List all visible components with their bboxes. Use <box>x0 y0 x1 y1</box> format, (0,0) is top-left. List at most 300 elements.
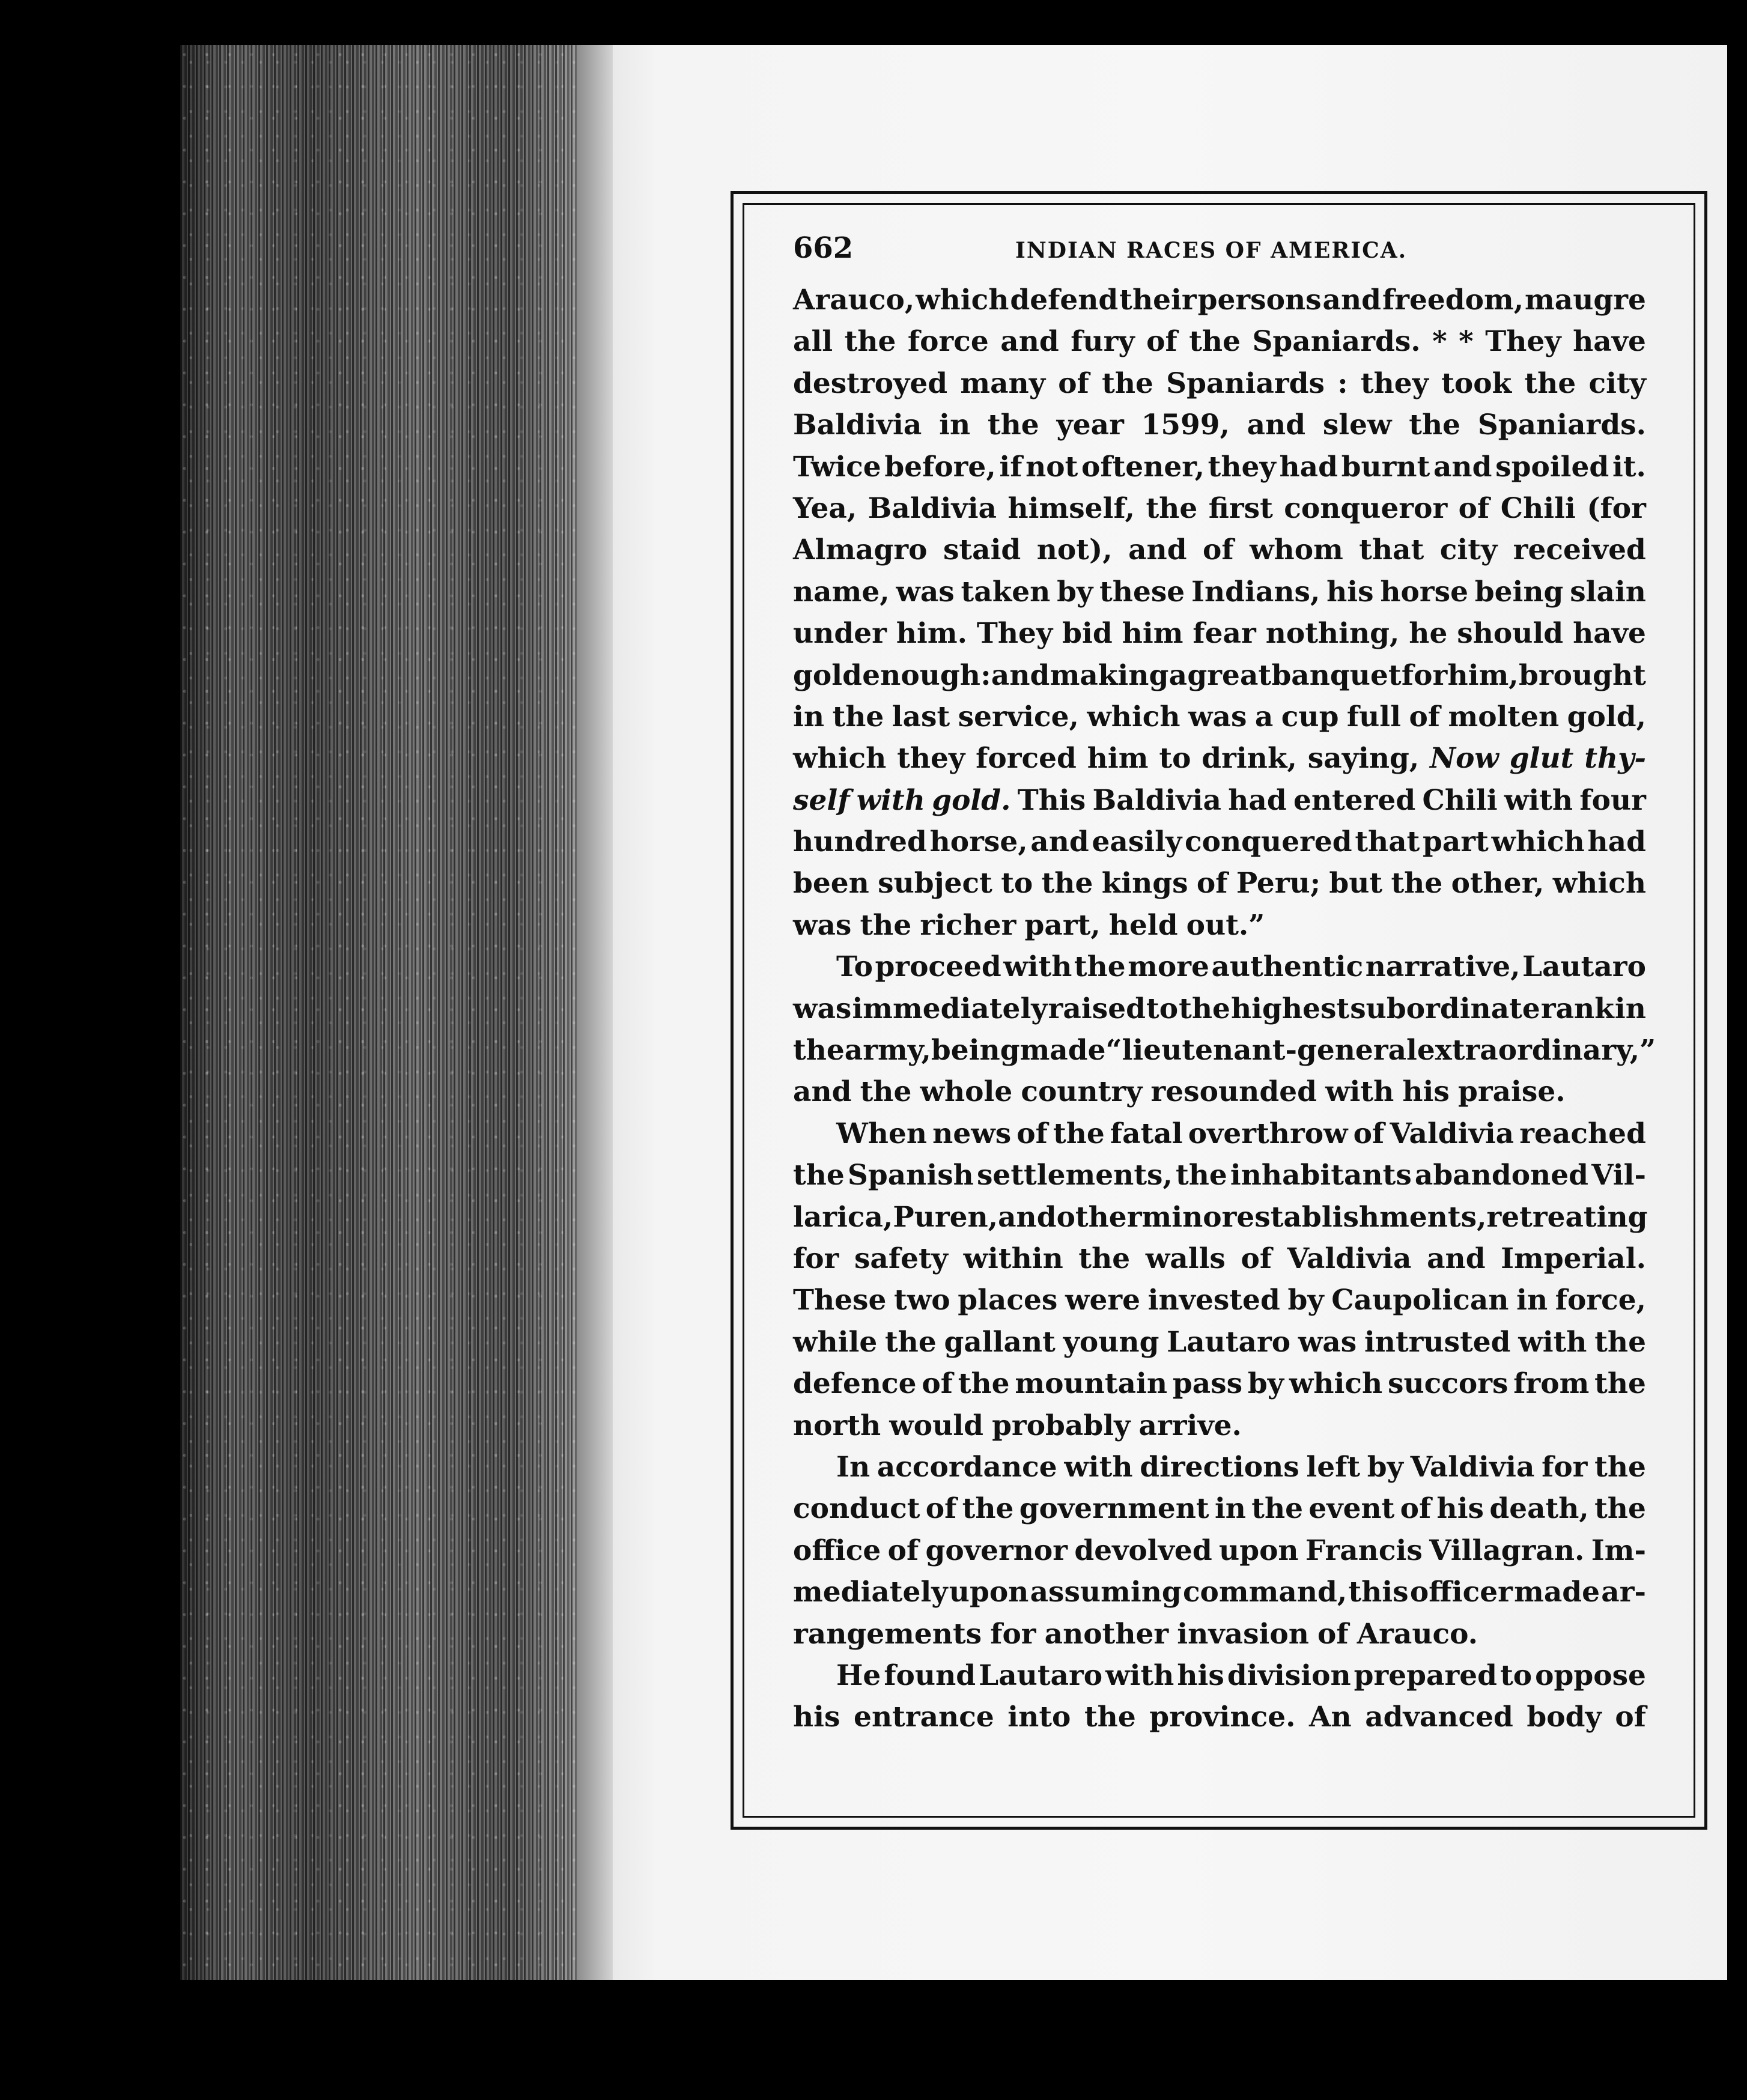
word: before, <box>884 450 996 484</box>
word: * <box>1459 325 1474 359</box>
text-line <box>793 446 1646 488</box>
word: devolved <box>1074 1534 1212 1567</box>
word: received <box>1513 533 1646 567</box>
word: north <box>793 1409 881 1442</box>
word: slew <box>1322 408 1392 442</box>
text-line <box>793 529 1646 571</box>
word: while <box>793 1325 878 1359</box>
word: Twice <box>793 450 881 484</box>
word: force, <box>1555 1284 1646 1317</box>
word: invested <box>1147 1284 1280 1317</box>
word: government <box>1019 1492 1209 1526</box>
word: authentic <box>1211 950 1364 984</box>
word: and <box>1247 408 1306 442</box>
text-line <box>793 1197 1646 1238</box>
word: fury <box>1071 325 1135 359</box>
word: name, <box>793 575 890 608</box>
word: had <box>1587 825 1646 859</box>
word: To <box>836 950 873 984</box>
word: In <box>836 1450 870 1484</box>
word: of <box>1409 700 1441 733</box>
word: which <box>1087 700 1180 733</box>
word: of <box>1196 867 1228 900</box>
word: young <box>1063 1325 1159 1359</box>
word: nothing, <box>1265 617 1400 651</box>
word: the <box>1078 1242 1131 1275</box>
word: Imperial. <box>1501 1242 1646 1275</box>
word: highest <box>1231 992 1350 1025</box>
word: a <box>1254 700 1274 733</box>
word: from <box>1513 1367 1590 1401</box>
word: himself, <box>1007 491 1135 525</box>
text-line <box>793 1238 1646 1279</box>
word: his <box>793 1701 840 1734</box>
word: under <box>793 617 887 651</box>
word: in <box>1614 992 1646 1025</box>
text-line <box>793 279 1646 321</box>
text-block <box>793 231 1656 1738</box>
word: burnt <box>1341 450 1430 484</box>
word: and <box>1433 450 1492 484</box>
word: of <box>1317 1617 1349 1651</box>
word: whom <box>1250 533 1343 567</box>
word: Now <box>1430 742 1499 775</box>
word: in <box>1214 1492 1246 1526</box>
word: first <box>1208 491 1273 525</box>
word: thy- <box>1584 742 1646 775</box>
word: of <box>1203 533 1234 567</box>
word: city <box>1439 533 1498 567</box>
word: him <box>1087 742 1149 775</box>
word: of <box>887 1534 919 1567</box>
word: Spaniards <box>1166 366 1325 400</box>
word: the <box>1041 867 1093 900</box>
text-line <box>793 1613 1646 1655</box>
word: Valdivia <box>1410 1450 1535 1484</box>
word: This <box>1017 783 1086 817</box>
word: and <box>1322 284 1382 317</box>
word: city <box>1588 366 1646 400</box>
word: took <box>1441 366 1512 400</box>
text-line <box>793 1155 1646 1196</box>
text-line <box>793 1405 1646 1446</box>
word: for <box>990 1617 1036 1651</box>
word: by <box>1287 1284 1324 1317</box>
word: retreating <box>1486 1200 1648 1234</box>
word: was <box>793 908 852 942</box>
word: immediately <box>852 992 1048 1025</box>
text-line <box>793 905 1646 946</box>
word: Lautaro <box>1522 950 1646 984</box>
word: mediately <box>793 1576 948 1609</box>
word: upon <box>949 1576 1029 1609</box>
word: Chili <box>1422 783 1498 817</box>
word: Puren, <box>893 1200 998 1234</box>
word: He <box>836 1658 881 1692</box>
running-title: INDIAN RACES OF AMERICA. <box>1015 238 1408 263</box>
word: into <box>1007 1701 1071 1734</box>
word: They <box>1485 325 1561 359</box>
word: more <box>1128 950 1209 984</box>
text-line <box>793 1363 1646 1404</box>
word: by <box>1057 575 1093 608</box>
word: of <box>1458 491 1490 525</box>
word: 1599, <box>1141 408 1230 442</box>
word: not), <box>1036 533 1113 567</box>
word: the <box>1594 1367 1646 1401</box>
word: narrative, <box>1365 950 1521 984</box>
word: another <box>1044 1617 1169 1651</box>
word: richer <box>920 908 1016 942</box>
word: “ <box>1105 1034 1122 1067</box>
word: fear <box>1193 617 1256 651</box>
word: held <box>1108 908 1178 942</box>
word: These <box>793 1284 887 1317</box>
word: the <box>832 700 884 733</box>
word: being <box>931 1034 1020 1067</box>
text-line <box>793 1571 1646 1613</box>
word: walls <box>1145 1242 1226 1275</box>
word: with <box>1064 1450 1133 1484</box>
word: Baldivia <box>867 491 997 525</box>
word: have <box>1573 325 1646 359</box>
word: the <box>1175 1159 1227 1192</box>
word: the <box>1594 1492 1646 1526</box>
word: Valdivia <box>1287 1242 1412 1275</box>
word: with <box>1325 1075 1394 1109</box>
text-line <box>793 1322 1646 1363</box>
word: the <box>884 1325 937 1359</box>
word: year <box>1056 408 1124 442</box>
word: pass <box>1172 1367 1243 1401</box>
word: Peru; <box>1236 867 1321 900</box>
word: Spaniards. <box>1252 325 1421 359</box>
word: assuming <box>1030 1576 1182 1609</box>
word: enough <box>862 658 980 692</box>
word: part <box>1423 825 1489 859</box>
gutter-shadow <box>577 45 613 1980</box>
word: Im- <box>1591 1534 1646 1567</box>
word: him. <box>896 617 967 651</box>
word: officer <box>1409 1576 1513 1609</box>
word: Indians, <box>1191 575 1320 608</box>
word: horse <box>1380 575 1468 608</box>
word: horse, <box>929 825 1028 859</box>
word: that <box>1359 533 1424 567</box>
body-text <box>793 279 1656 1738</box>
word: been <box>793 867 869 900</box>
word: event <box>1308 1492 1395 1526</box>
word: but <box>1329 867 1383 900</box>
word: of <box>1400 1492 1432 1526</box>
word: two <box>894 1284 950 1317</box>
word: it. <box>1612 450 1646 484</box>
word: advanced <box>1365 1701 1513 1734</box>
word: and <box>1030 825 1089 859</box>
word: probably <box>992 1409 1131 1442</box>
word: gold <box>793 658 862 692</box>
word: by <box>1247 1367 1284 1401</box>
word: prepared <box>1354 1658 1498 1692</box>
word: was <box>1188 700 1247 733</box>
word: that <box>1355 825 1420 859</box>
word: succors <box>1388 1367 1508 1401</box>
word: the <box>1251 1492 1304 1526</box>
word: Spanish <box>847 1159 974 1192</box>
word: resounded <box>1150 1075 1317 1109</box>
word: of <box>1058 366 1089 400</box>
word: gallant <box>944 1325 1056 1359</box>
word: should <box>1457 617 1564 651</box>
text-line <box>793 1655 1646 1696</box>
word: part, <box>1024 908 1101 942</box>
word: gold. <box>932 783 1011 817</box>
word: were <box>1065 1284 1141 1317</box>
word: brought <box>1518 658 1646 692</box>
word: spoiled <box>1495 450 1609 484</box>
word: their <box>1119 284 1197 317</box>
word: fatal <box>1110 1117 1183 1150</box>
text-line <box>793 821 1646 863</box>
word: directions <box>1140 1450 1299 1484</box>
word: his <box>1177 1658 1224 1692</box>
word: whole <box>920 1075 1013 1109</box>
word: They <box>976 617 1053 651</box>
word: inhabitants <box>1230 1159 1412 1192</box>
word: was <box>1298 1325 1357 1359</box>
word: great <box>1187 658 1272 692</box>
word: arrive. <box>1138 1409 1242 1442</box>
word: with <box>1105 1658 1174 1692</box>
word: drink, <box>1202 742 1297 775</box>
word: in <box>939 408 971 442</box>
word: in <box>1516 1284 1548 1317</box>
word: invasion <box>1177 1617 1309 1651</box>
word: to <box>1159 742 1191 775</box>
word: Baldivia <box>793 408 922 442</box>
word: gold, <box>1567 700 1646 733</box>
text-line <box>793 1446 1646 1488</box>
word: body <box>1527 1701 1602 1734</box>
word: the <box>1084 1701 1136 1734</box>
word: the <box>1074 950 1126 984</box>
word: ar- <box>1601 1576 1646 1609</box>
word: Baldivia <box>1092 783 1221 817</box>
word: last <box>892 700 950 733</box>
word: the <box>1179 992 1230 1025</box>
word: with <box>856 783 925 817</box>
word: and <box>793 1075 852 1109</box>
word: to <box>1001 867 1033 900</box>
word: which <box>916 284 1009 317</box>
word: country <box>1021 1075 1143 1109</box>
word: Spaniards. <box>1477 408 1646 442</box>
word: left <box>1306 1450 1361 1484</box>
running-head <box>793 231 1646 279</box>
word: which <box>1491 825 1585 859</box>
word: rangements <box>793 1617 982 1651</box>
word: and <box>998 1200 1057 1234</box>
word: accordance <box>877 1450 1057 1484</box>
word: the <box>1594 1325 1646 1359</box>
word: overthrow <box>1188 1117 1348 1150</box>
word: the <box>1146 491 1198 525</box>
word: these <box>1099 575 1185 608</box>
word: glut <box>1509 742 1574 775</box>
word: conduct <box>793 1492 920 1526</box>
word: the <box>1053 1117 1105 1150</box>
word: was <box>793 992 852 1025</box>
word: death, <box>1489 1492 1589 1526</box>
word: easily <box>1092 825 1182 859</box>
word: freedom, <box>1382 284 1524 317</box>
word: had <box>1279 450 1338 484</box>
word: * <box>1432 325 1447 359</box>
word: four <box>1579 783 1646 817</box>
word: Chili <box>1500 491 1576 525</box>
word: of <box>925 1492 957 1526</box>
word: lieutenant-general <box>1122 1034 1417 1067</box>
word: other <box>1056 1200 1142 1234</box>
word: of <box>1353 1117 1385 1150</box>
text-line <box>793 655 1646 696</box>
word: entered <box>1293 783 1416 817</box>
word: to <box>1146 992 1179 1025</box>
word: of <box>1146 325 1177 359</box>
word: being <box>1474 575 1564 608</box>
word: they <box>1360 366 1429 400</box>
word: subject <box>878 867 992 900</box>
word: with <box>1003 950 1072 984</box>
word: his <box>1436 1492 1484 1526</box>
page-edges <box>180 45 613 1980</box>
word: defence <box>793 1367 917 1401</box>
word: An <box>1309 1701 1352 1734</box>
word: making <box>1050 658 1169 692</box>
text-line <box>793 696 1646 738</box>
word: intrusted <box>1364 1325 1511 1359</box>
word: hundred <box>793 825 927 859</box>
word: made <box>1019 1034 1106 1067</box>
word: the <box>844 325 896 359</box>
word: command, <box>1182 1576 1347 1609</box>
word: defend <box>1010 284 1119 317</box>
word: settlements, <box>976 1159 1173 1192</box>
word: maugre <box>1525 284 1646 317</box>
word: upon <box>1219 1534 1299 1567</box>
text-line <box>793 613 1646 654</box>
text-line <box>793 780 1646 821</box>
text-line <box>793 863 1646 904</box>
text-line <box>793 988 1646 1030</box>
word: the <box>860 908 912 942</box>
word: proceed <box>875 950 1001 984</box>
word: out.” <box>1186 908 1265 942</box>
word: the <box>1102 366 1153 400</box>
word: the <box>962 1492 1014 1526</box>
word: the <box>1524 366 1576 400</box>
word: governor <box>925 1534 1068 1567</box>
word: if <box>999 450 1022 484</box>
word: the <box>860 1075 912 1109</box>
word: mountain <box>1015 1367 1168 1401</box>
word: not <box>1025 450 1078 484</box>
word: which <box>1289 1367 1383 1401</box>
word: raised <box>1048 992 1146 1025</box>
text-line <box>793 363 1646 404</box>
text-line <box>793 321 1646 362</box>
word: oftener, <box>1081 450 1205 484</box>
word: made <box>1514 1576 1600 1609</box>
text-line <box>793 1030 1656 1071</box>
word: saying, <box>1307 742 1420 775</box>
word: of <box>1016 1117 1048 1150</box>
word: entrance <box>854 1701 994 1734</box>
word: staid <box>943 533 1021 567</box>
word: he <box>1409 617 1448 651</box>
word: division <box>1227 1658 1351 1692</box>
text-line <box>793 946 1646 988</box>
word: rank <box>1540 992 1614 1025</box>
word: which <box>1552 867 1646 900</box>
word: and <box>1427 1242 1486 1275</box>
word: service, <box>958 700 1079 733</box>
text-line <box>793 1530 1646 1571</box>
word: extraordinary,” <box>1417 1034 1656 1067</box>
word: in <box>793 700 825 733</box>
word: When <box>836 1117 928 1150</box>
word: conqueror <box>1284 491 1448 525</box>
word: : <box>1337 366 1348 400</box>
word: Caupolican <box>1331 1284 1509 1317</box>
word: the <box>987 408 1039 442</box>
word: was <box>896 575 955 608</box>
word: all <box>793 325 833 359</box>
word: conquered <box>1185 825 1352 859</box>
word: of <box>1241 1242 1272 1275</box>
text-line <box>793 1488 1646 1529</box>
word: praise. <box>1457 1075 1566 1109</box>
word: and <box>991 658 1050 692</box>
word: other, <box>1451 867 1545 900</box>
word: self <box>793 783 850 817</box>
word: slain <box>1570 575 1646 608</box>
text-line <box>793 1071 1646 1112</box>
word: Arauco. <box>1357 1617 1478 1651</box>
word: his <box>1326 575 1374 608</box>
word: Arauco, <box>793 284 915 317</box>
text-line <box>793 488 1646 529</box>
word: minor <box>1141 1200 1237 1234</box>
word: of <box>922 1367 953 1401</box>
word: many <box>960 366 1046 400</box>
word: would <box>889 1409 983 1442</box>
word: found <box>884 1658 976 1692</box>
word: full <box>1346 700 1402 733</box>
word: within <box>963 1242 1063 1275</box>
word: abandoned <box>1414 1159 1588 1192</box>
word: Villagran. <box>1429 1534 1585 1567</box>
word: for <box>1401 658 1448 692</box>
word: with <box>1518 1325 1587 1359</box>
page-number: 662 <box>793 231 854 265</box>
word: the <box>1391 867 1443 900</box>
word: for <box>1542 1450 1588 1484</box>
word: province. <box>1149 1701 1296 1734</box>
word: him <box>1122 617 1183 651</box>
word: news <box>932 1117 1012 1150</box>
word: with <box>1504 783 1573 817</box>
